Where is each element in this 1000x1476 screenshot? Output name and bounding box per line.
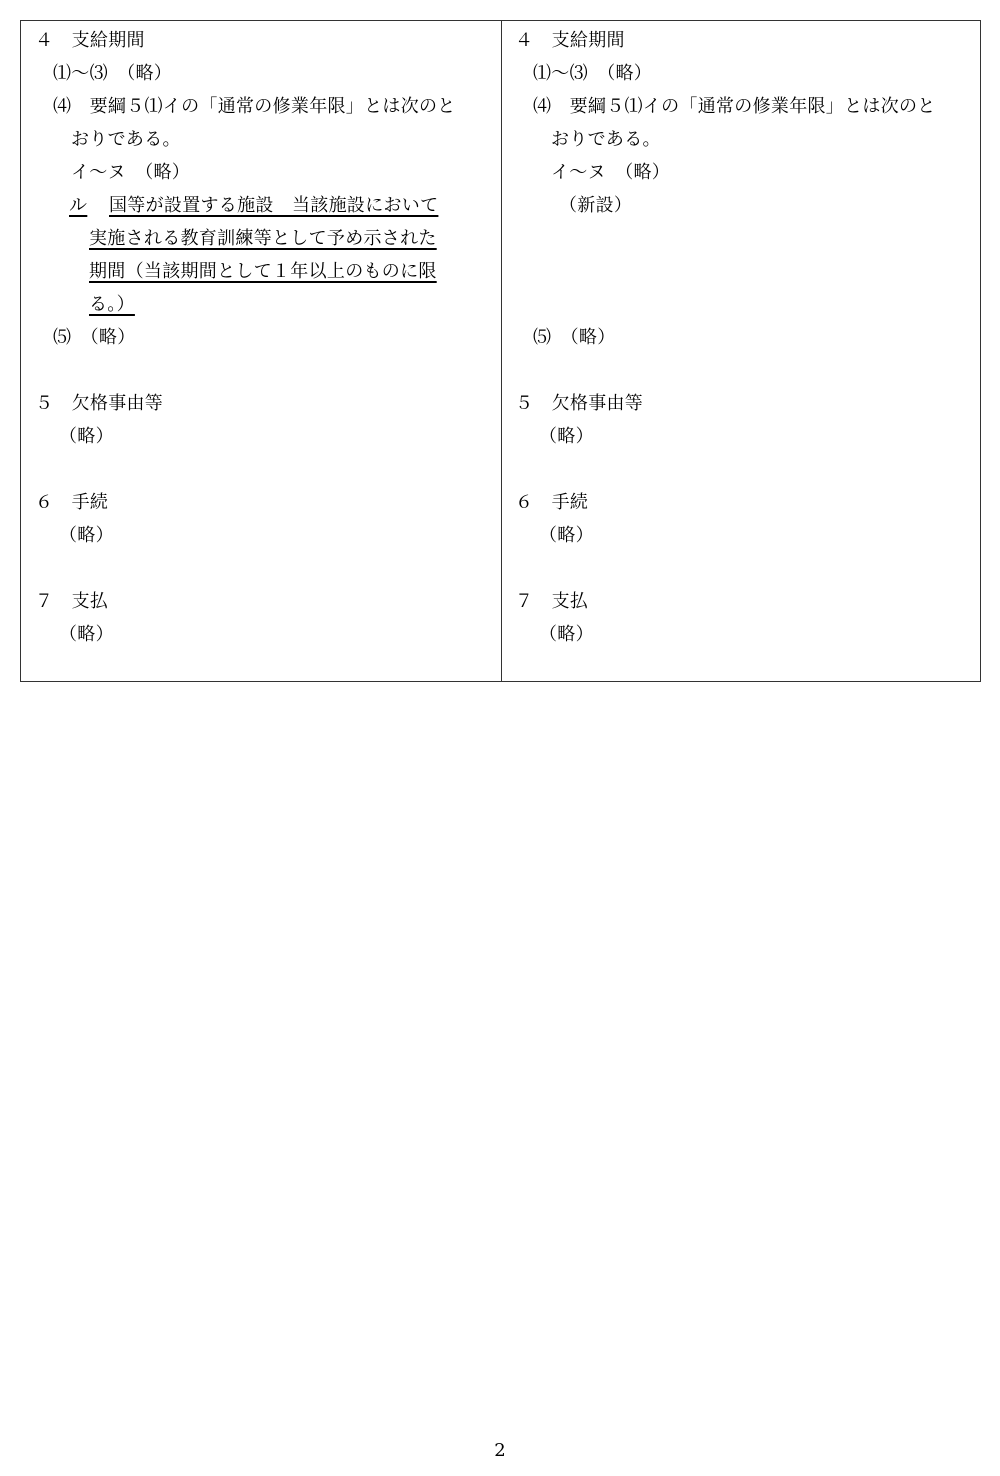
- section-4-heading: ４ 支給期間: [515, 30, 625, 51]
- item-5: ⑸ （略）: [53, 327, 136, 348]
- items-i-nu: イ～ヌ （略）: [551, 162, 671, 183]
- section-5-heading: ５ 欠格事由等: [35, 393, 164, 414]
- comparison-table: [20, 20, 981, 682]
- new-item-line-4: る。）: [89, 294, 135, 315]
- section-6-body: （略）: [539, 525, 594, 546]
- new-item-marker: ル: [69, 195, 88, 216]
- section-6-heading: ６ 手続: [35, 492, 109, 513]
- new-item-line-1: 国等が設置する施設 当該施設において: [109, 195, 439, 216]
- items-1-3: ⑴～⑶ （略）: [533, 63, 653, 84]
- items-1-3: ⑴～⑶ （略）: [53, 63, 173, 84]
- item-4-line-2: おりである。: [551, 129, 661, 150]
- section-7-body: （略）: [59, 624, 114, 645]
- section-7-body: （略）: [539, 624, 594, 645]
- items-i-nu: イ～ヌ （略）: [71, 162, 191, 183]
- page-number: 2: [494, 1440, 506, 1461]
- new-item-line-3: 期間（当該期間として１年以上のものに限: [89, 261, 437, 282]
- section-6-body: （略）: [59, 525, 114, 546]
- item-5: ⑸ （略）: [533, 327, 616, 348]
- revised-column: [21, 21, 501, 681]
- section-5-body: （略）: [539, 426, 594, 447]
- section-7-heading: ７ 支払: [35, 591, 109, 612]
- current-column: [501, 21, 981, 681]
- section-5-body: （略）: [59, 426, 114, 447]
- new-establishment-note: （新設）: [559, 195, 633, 216]
- item-4-line-1: ⑷ 要綱５⑴イの「通常の修業年限」とは次のと: [533, 96, 936, 117]
- item-4-line-2: おりである。: [71, 129, 181, 150]
- section-5-heading: ５ 欠格事由等: [515, 393, 644, 414]
- new-item-line-2: 実施される教育訓練等として予め示された: [89, 228, 437, 249]
- section-6-heading: ６ 手続: [515, 492, 589, 513]
- section-4-heading: ４ 支給期間: [35, 30, 145, 51]
- section-7-heading: ７ 支払: [515, 591, 589, 612]
- item-4-line-1: ⑷ 要綱５⑴イの「通常の修業年限」とは次のと: [53, 96, 456, 117]
